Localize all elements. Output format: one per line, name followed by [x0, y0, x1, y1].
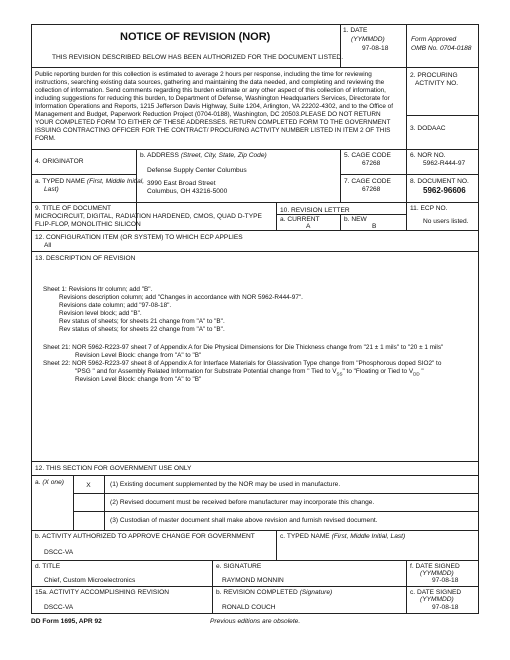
nor-number-value[interactable]: 5962-R444-97: [423, 160, 466, 167]
cage-code-5-label: 5. CAGE CODE: [344, 152, 391, 159]
burden-line: Management and Budget, Paperwork Reduction Project (0704-0188), Washington, DC 20503.PLEASE DO NOT RETURN: [35, 111, 381, 118]
procuring-activity-label-2: ACTIVITY NO.: [415, 80, 459, 87]
burden-line: ISSUING CONTRACTING OFFICER FOR THE CONTRACT/ PROCURING ACTIVITY NUMBER LISTED IN ITEM 2 OF THIS: [35, 127, 391, 134]
burden-line: Public reporting burden for this collection is estimated to average 2 hours per response, including the time for reviewing: [35, 71, 372, 78]
dodaac-label: 3. DODAAC: [410, 125, 446, 132]
date-format: (YYMMDD): [351, 36, 385, 43]
ecp-number-value[interactable]: No users listed.: [423, 218, 469, 225]
address-line-1[interactable]: Defense Supply Center Columbus: [147, 167, 247, 174]
typed-name-c-hint: (First, Middle Initial, Last): [331, 533, 406, 540]
burden-line: FORM.: [35, 135, 56, 142]
government-section-label: 12. THIS SECTION FOR GOVERNMENT USE ONLY: [35, 465, 192, 472]
accomplishing-activity-value[interactable]: DSCC-VA: [44, 604, 74, 611]
date-signed-c-label: c. DATE SIGNED: [410, 589, 462, 596]
configuration-item-label: 12. CONFIGURATION ITEM (OR SYSTEM) TO WHICH ECP APPLIES: [35, 234, 243, 241]
option-1-text: (1) Existing document supplemented by the NOR may be used in manufacture.: [110, 481, 341, 488]
subscript-vss: SS: [336, 371, 343, 377]
revision-completed-hint: (Signature): [299, 589, 333, 596]
approving-activity-value[interactable]: DSCC-VA: [44, 549, 74, 556]
revision-letter-label: 10. REVISION LETTER: [280, 207, 350, 214]
document-title-label: 9. TITLE OF DOCUMENT: [35, 205, 112, 212]
change-line: Revisions date column; add "97-08-18".: [59, 302, 172, 309]
accomplishing-activity-label: 15a. ACTIVITY ACCOMPLISHING REVISION: [35, 589, 169, 596]
procuring-activity-label: 2. PROCURING: [410, 72, 458, 79]
x-one-label-text: a.: [35, 479, 41, 486]
date-signed-f-value[interactable]: 97-08-18: [432, 577, 459, 584]
change-line: Revision Level Block: change from "A" to "B": [75, 352, 202, 359]
obsolete-note: Previous editions are obsolete.: [210, 618, 301, 625]
change-line: Sheet 21: NOR 5962-R223-97 sheet 7 of Appendix A for Die Physical Dimensions for Die Thickness change from "21 ± 1 mils" to "20 ± 1 mils": [43, 344, 444, 351]
checked-mark: X: [86, 482, 91, 489]
cage-code-7-label: 7. CAGE CODE: [344, 178, 391, 185]
signature-label: e. SIGNATURE: [216, 563, 262, 570]
configuration-item-value[interactable]: All: [44, 242, 52, 249]
document-number-label: 8. DOCUMENT NO.: [410, 178, 469, 185]
change-line: Revisions description column; add "Changes in accordance with NOR 5962-R444-97".: [59, 294, 303, 301]
revision-completed-value[interactable]: RONALD COUCH: [222, 604, 276, 611]
change-text: "PSG " and for Assembly Related Information for Substrate Potential change from " Tied to V: [75, 368, 337, 375]
form-approved-label: Form Approved: [411, 36, 457, 43]
burden-line: YOUR COMPLETED FORM TO EITHER OF THESE ADDRESSES. RETURN COMPLETED FORM TO THE GOVERNMENT: [35, 119, 391, 126]
burden-line: instructions, searching existing data sources, gathering and maintaining the data needed, and completing and reviewing the: [35, 79, 385, 86]
date-signed-c-format: (YYMMDD): [420, 596, 454, 603]
address-label-text: b. ADDRESS: [140, 152, 179, 159]
date-signed-f-label: f. DATE SIGNED: [410, 563, 460, 570]
title-d-label: d. TITLE: [35, 563, 61, 570]
change-line: Rev status of sheets; for sheets 21 change from "A" to "B".: [59, 318, 225, 325]
date-value[interactable]: 97-08-18: [362, 45, 389, 52]
x-one-hint: (X one): [42, 479, 64, 486]
x-one-label: [35, 479, 64, 487]
option-2-text: (2) Revised document must be received before manufacturer may incorporate this change.: [110, 499, 375, 506]
document-number-value[interactable]: 5962-96606: [423, 186, 466, 195]
address-line-3[interactable]: Columbus, OH 43216-5000: [147, 188, 228, 195]
change-line: Revision Level Block: change from "A" to "B": [75, 376, 202, 383]
typed-name-hint: (First, Middle Initial,: [86, 178, 145, 185]
originator-label: 4. ORIGINATOR: [35, 158, 84, 165]
revision-completed-label: [216, 589, 332, 597]
change-line: Sheet 22: NOR 5962-R223-97 sheet 8 of Appendix A for Interface Materials for Glassivation Type change from "Phosphorous doped SIO2" to: [43, 360, 442, 367]
date-signed-f-format: (YYMMDD): [420, 570, 454, 577]
new-revision-label: b. NEW: [344, 216, 367, 223]
burden-line: Information Operations and Reports, 1215 Jefferson Davis Highway, Suite 1204, Arlington, VA 22202-4302, and to the Office of: [35, 103, 393, 110]
typed-name-c-label: [280, 533, 405, 541]
cage-code-5-value[interactable]: 67268: [362, 160, 381, 167]
typed-name-hint-2: Last): [44, 186, 59, 193]
typed-name-c-text: c. TYPED NAME: [280, 533, 330, 540]
change-text: ": [419, 368, 424, 375]
current-revision-value[interactable]: A: [306, 223, 311, 230]
revision-completed-text: b. REVISION COMPLETED: [216, 589, 298, 596]
omb-number: OMB No. 0704-0188: [411, 45, 472, 52]
title-d-value[interactable]: Chief, Custom Microelectronics: [44, 577, 136, 584]
address-label-hint: (Street, City, State, Zip Code): [180, 152, 267, 159]
cage-code-7-value[interactable]: 67268: [362, 186, 381, 193]
option-3-checkbox[interactable]: [73, 514, 104, 529]
option-1-checkbox[interactable]: [73, 478, 104, 493]
subscript-vdd: DD: [413, 371, 420, 377]
change-line: Rev status of sheets; for sheets 22 change from "A" to "B".: [59, 326, 225, 333]
typed-name-label: [35, 178, 144, 186]
form-identifier: DD Form 1695, APR 92: [31, 618, 102, 625]
change-line: Revision level block; add "B".: [59, 310, 142, 317]
current-revision-label: a. CURRENT: [280, 216, 320, 223]
nor-number-label: 6. NOR NO.: [410, 152, 446, 159]
signature-value[interactable]: RAYMOND MONNIN: [222, 577, 284, 584]
form-title: NOTICE OF REVISION (NOR): [120, 31, 271, 43]
option-2-checkbox[interactable]: [73, 496, 104, 511]
option-3-text: (3) Custodian of master document shall make above revision and furnish revised document.: [110, 517, 378, 524]
approving-activity-label: b. ACTIVITY AUTHORIZED TO APPROVE CHANGE FOR GOVERNMENT: [35, 533, 255, 540]
burden-line: including suggestions for reducing this burden, to Department of Defense, Washington Headquarters Services, Directorate for: [35, 95, 390, 102]
description-label: 13. DESCRIPTION OF REVISION: [35, 255, 136, 262]
new-revision-value[interactable]: B: [372, 223, 377, 230]
ecp-number-label: 11. ECP NO.: [410, 205, 448, 212]
document-title-line-1[interactable]: MICROCIRCUIT, DIGITAL, RADIATION HARDENED, CMOS, QUAD D-TYPE: [35, 213, 262, 220]
address-line-2[interactable]: 3990 East Broad Street: [147, 180, 216, 187]
date-signed-c-value[interactable]: 97-08-18: [432, 604, 459, 611]
typed-name-label-text: a. TYPED NAME: [35, 178, 86, 185]
document-title-line-2[interactable]: FLIP-FLOP, MONOLITHIC SILICON: [35, 221, 141, 228]
burden-line: collection of information. Send comments regarding this burden estimate or any other aspect of this collection of information,: [35, 87, 386, 94]
date-label: 1. DATE: [343, 27, 368, 34]
address-label: [140, 152, 267, 160]
change-text: " to "Floating or Tied to V: [342, 368, 414, 375]
change-line: Sheet 1: Revisions ltr column; add "B".: [43, 286, 153, 293]
form-subtitle: THIS REVISION DESCRIBED BELOW HAS BEEN AUTHORIZED FOR THE DOCUMENT LISTED.: [52, 54, 344, 61]
